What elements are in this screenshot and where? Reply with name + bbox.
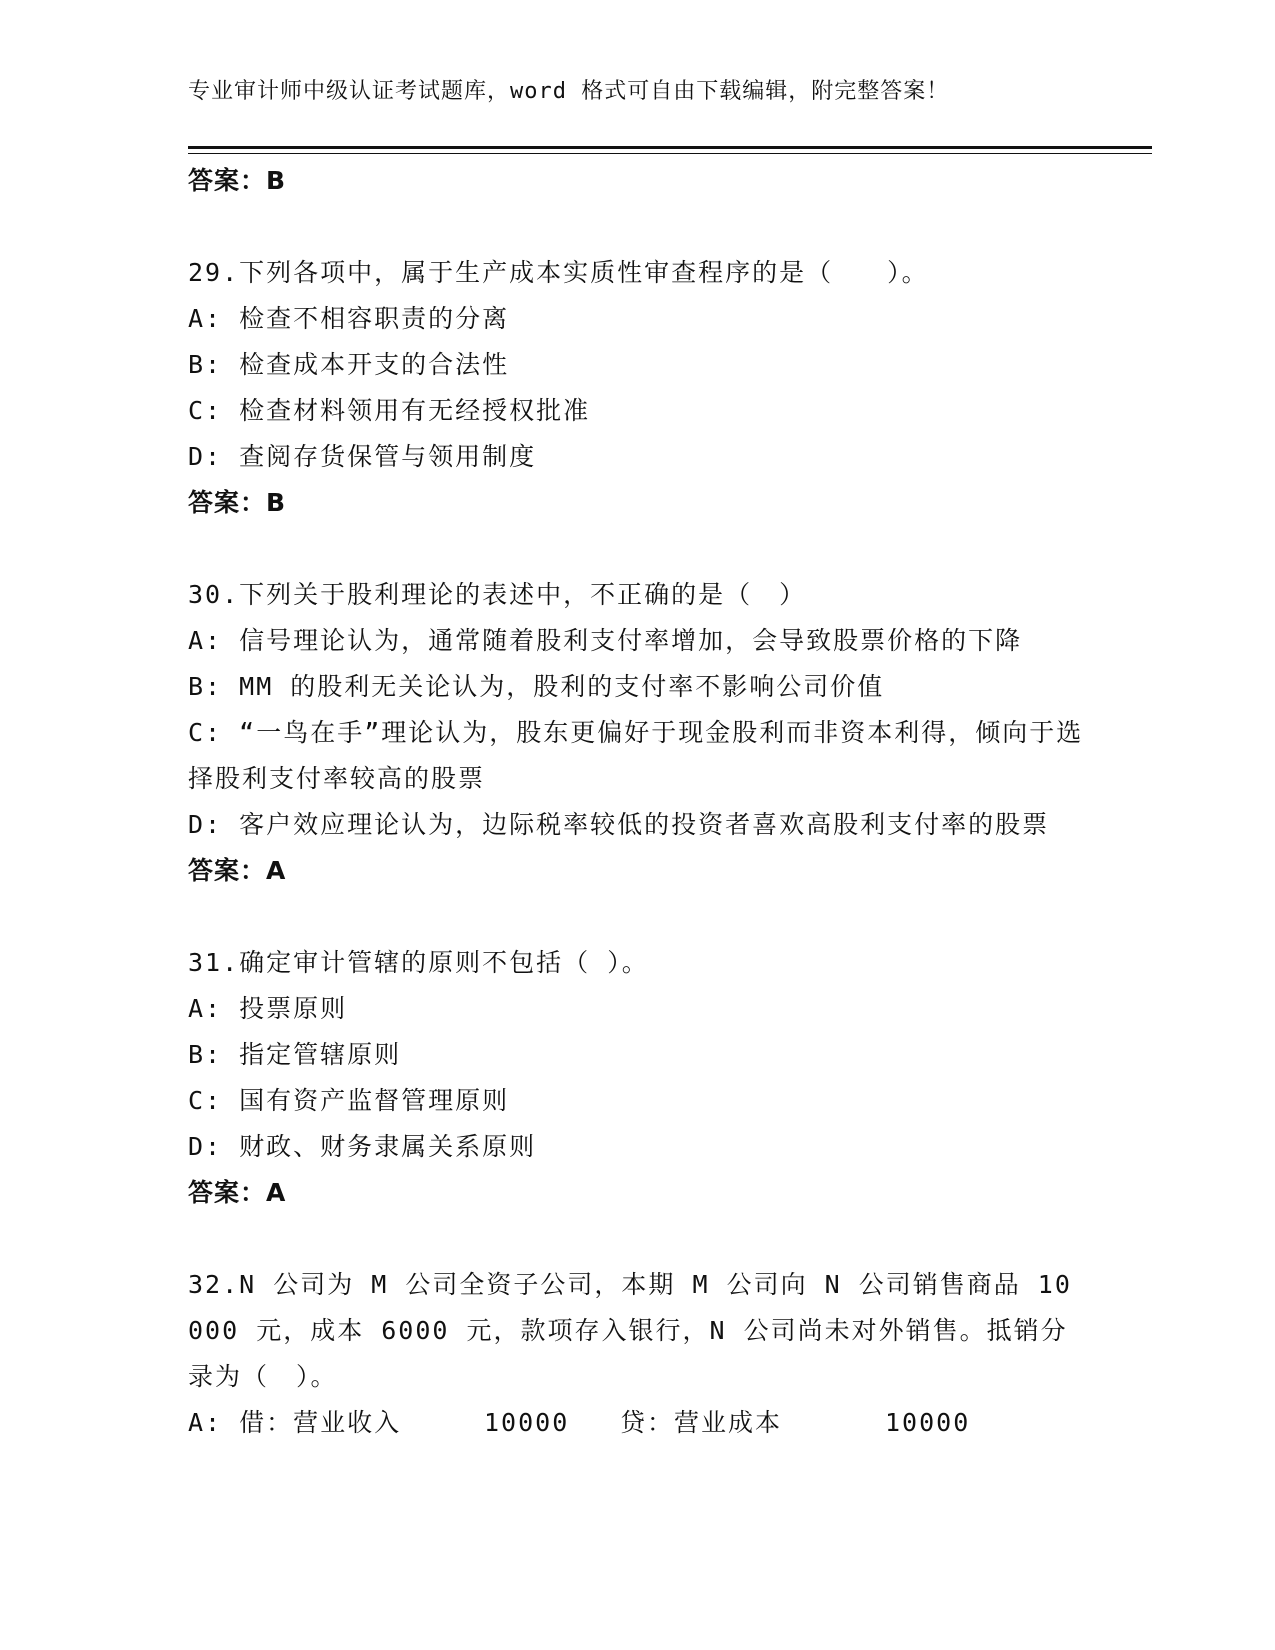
- header-rule-thin: [188, 153, 1152, 154]
- spacer: [188, 204, 1088, 250]
- option-c: C: 国有资产监督管理原则: [188, 1086, 510, 1115]
- option-d: D: 客户效应理论认为，边际税率较低的投资者喜欢高股利支付率的股票: [188, 810, 1050, 839]
- option-d: D: 财政、财务隶属关系原则: [188, 1132, 537, 1161]
- option-a-debit: A: 借：营业收入: [188, 1408, 402, 1437]
- question-text: 32.N 公司为 M 公司全资子公司，本期 M 公司向 N 公司销售商品 10000 元，成本 6000 元，款项存入银行，N 公司尚未对外销售。抵销分录为（ ）。: [188, 1270, 1072, 1391]
- spacer: [188, 894, 1088, 940]
- question-text: 31.确定审计管辖的原则不包括（ ）。: [188, 948, 649, 977]
- option-a: A: 信号理论认为，通常随着股利支付率增加，会导致股票价格的下降: [188, 626, 1023, 655]
- header-rule-thick: [188, 146, 1152, 149]
- spacer: [188, 1216, 1088, 1262]
- option-a-credit-amount: 10000: [885, 1408, 971, 1437]
- question-text: 29.下列各项中，属于生产成本实质性审查程序的是（ ）。: [188, 258, 929, 287]
- option-c: C: 检查材料领用有无经授权批准: [188, 396, 591, 425]
- option-d: D: 查阅存货保管与领用制度: [188, 442, 537, 471]
- answer-30: 答案：A: [188, 856, 287, 885]
- option-c: C: “一鸟在手”理论认为，股东更偏好于现金股利而非资本利得，倾向于选择股利支付率较高的股票: [188, 718, 1084, 793]
- answer-28: 答案：B: [188, 166, 287, 195]
- page-header: 专业审计师中级认证考试题库，word 格式可自由下载编辑，附完整答案！: [188, 79, 950, 104]
- option-a: A: 投票原则: [188, 994, 348, 1023]
- answer-31: 答案：A: [188, 1178, 287, 1207]
- question-text: 30.下列关于股利理论的表述中，不正确的是（ ）: [188, 580, 807, 609]
- option-a: A: 检查不相容职责的分离: [188, 304, 510, 333]
- question-29: [188, 250, 1088, 526]
- option-b: B: 检查成本开支的合法性: [188, 350, 510, 379]
- answer-29: 答案：B: [188, 488, 287, 517]
- option-a: [188, 1400, 1088, 1446]
- question-32: [188, 1262, 1088, 1446]
- question-30: [188, 572, 1088, 894]
- option-b: B: 指定管辖原则: [188, 1040, 402, 1069]
- question-31: [188, 940, 1088, 1216]
- spacer: [188, 526, 1088, 572]
- option-a-credit: 贷：营业成本: [620, 1408, 783, 1437]
- question-content: [188, 158, 1088, 1446]
- option-a-debit-amount: 10000: [484, 1408, 570, 1437]
- option-b: B: MM 的股利无关论认为，股利的支付率不影响公司价值: [188, 672, 885, 701]
